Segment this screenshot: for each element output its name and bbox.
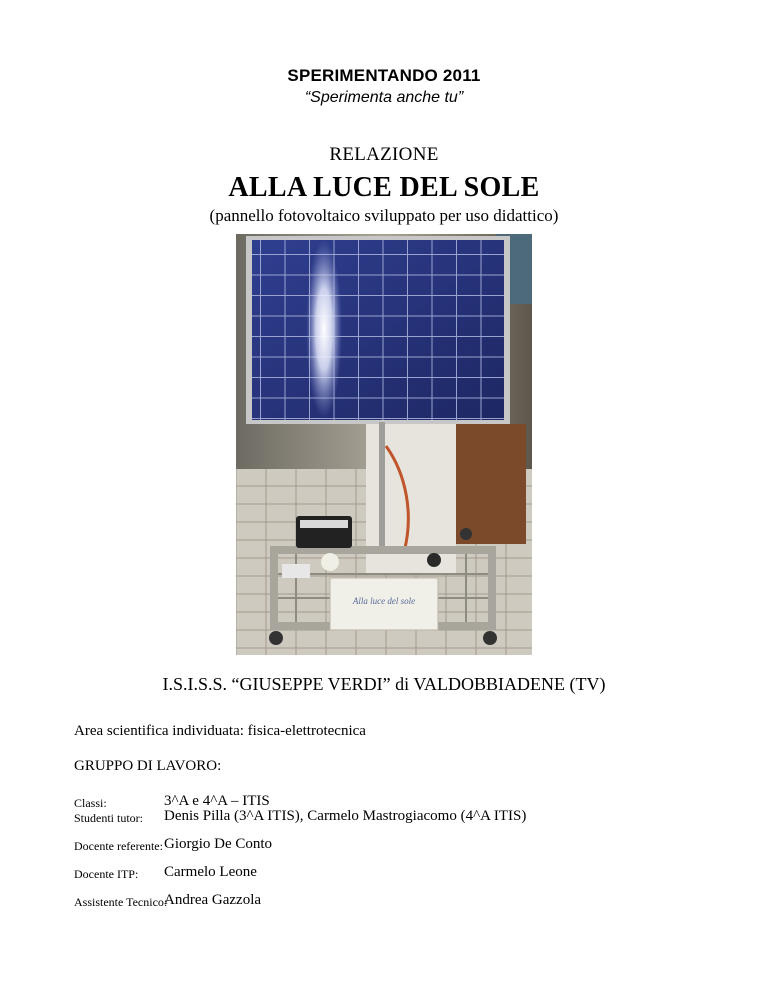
team-row-value: Denis Pilla (3^A ITIS), Carmelo Mastrogiacomo (4^A ITIS)	[164, 808, 527, 824]
team-row-value: 3^A e 4^A – ITIS	[164, 793, 270, 809]
solar-panel-photo	[236, 234, 532, 655]
working-group-heading: GRUPPO DI LAVORO:	[74, 758, 222, 774]
event-motto: “Sperimenta anche tu”	[304, 89, 464, 106]
team-row-value: Carmelo Leone	[164, 864, 257, 880]
team-row-value: Giorgio De Conto	[164, 836, 273, 852]
scientific-field: Area scientifica individuata: fisica-elettrotecnica	[74, 723, 366, 739]
report-label: RELAZIONE	[329, 144, 439, 165]
team-row-label: Docente referente:	[74, 839, 163, 853]
photo-card-text: Alla luce del sole	[352, 596, 416, 606]
event-title: SPERIMENTANDO 2011	[287, 66, 481, 85]
school-name: I.S.I.S.S. “GIUSEPPE VERDI” di VALDOBBIADENE (TV)	[162, 674, 606, 694]
team-row-value: Andrea Gazzola	[164, 892, 262, 908]
team-row-label: Studenti tutor:	[74, 811, 143, 825]
document-title: ALLA LUCE DEL SOLE	[228, 172, 540, 203]
team-row-label: Assistente Tecnico:	[74, 895, 168, 909]
document-subtitle: (pannello fotovoltaico sviluppato per uso didattico)	[209, 206, 559, 225]
team-row-label: Classi:	[74, 796, 107, 810]
team-row-label: Docente ITP:	[74, 867, 139, 881]
